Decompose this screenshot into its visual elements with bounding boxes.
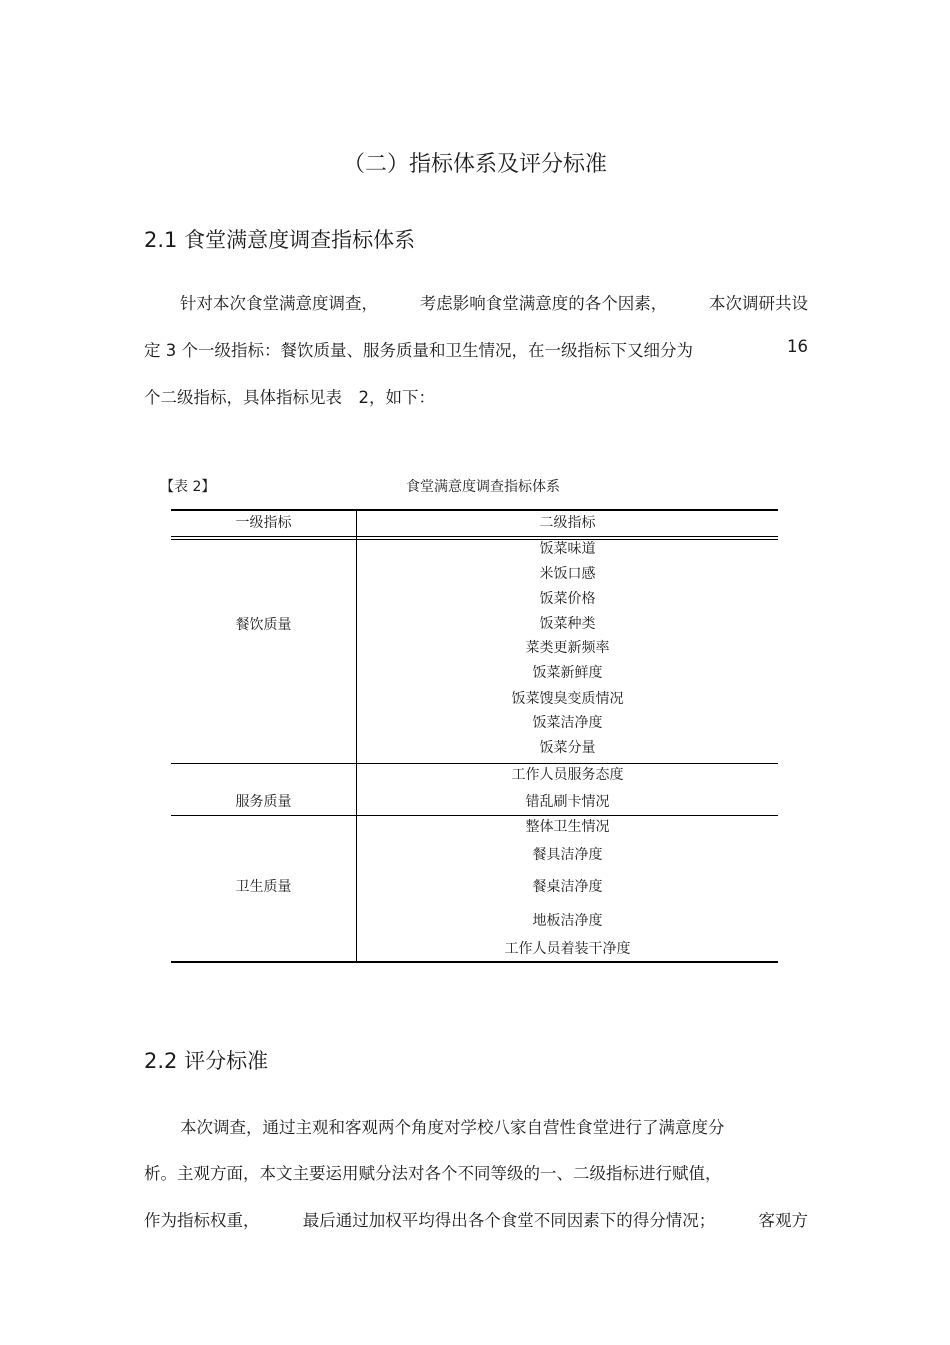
level2-item: 错乱刷卡情况 (525, 794, 610, 810)
heading-2-1: 2.1 食堂满意度调查指标体系 (144, 228, 416, 252)
header-level1: 一级指标 (235, 515, 292, 531)
para1-line1-part1: 针对本次食堂满意度调查， (180, 294, 378, 313)
table-bottom-rule (171, 961, 778, 963)
heading-2-2: 2.2 评分标准 (144, 1049, 269, 1073)
para2-line1: 本次调查，通过主观和客观两个角度对学校八家自营性食堂进行了满意度分 (180, 1118, 725, 1137)
level2-item: 饭菜新鲜度 (532, 665, 603, 681)
section-title: （二）指标体系及评分标准 (342, 152, 607, 177)
group-name-hygiene: 卫生质量 (235, 879, 292, 895)
level2-item: 饭菜馊臭变质情况 (511, 691, 624, 707)
level2-item: 餐具洁净度 (532, 847, 603, 863)
para1-line2-part1: 定 3 个一级指标：餐饮质量、服务质量和卫生情况，在一级指标下又细分为 (144, 341, 693, 360)
table-title: 食堂满意度调查指标体系 (406, 479, 560, 495)
table-header-rule-1 (171, 536, 778, 537)
para1-line1-part2: 考虑影响食堂满意度的各个因素， (419, 294, 668, 313)
level2-item: 饭菜分量 (539, 740, 596, 756)
header-level2: 二级指标 (539, 515, 596, 531)
table-label: 【表 2】 (160, 479, 216, 495)
level2-item: 整体卫生情况 (525, 819, 610, 835)
level2-item: 工作人员服务态度 (511, 767, 624, 783)
para1-line2-part2: 16 (787, 337, 808, 356)
para1-line3: 个二级指标，具体指标见表 2，如下： (144, 388, 435, 407)
para1-line1-part3: 本次调研共设 (709, 294, 808, 313)
para2-line2: 析。主观方面，本文主要运用赋分法对各个不同等级的一、二级指标进行赋值， (144, 1164, 722, 1183)
table-group-divider-2 (171, 815, 778, 816)
table-group-divider-1 (171, 763, 778, 764)
level2-item: 饭菜味道 (539, 541, 596, 557)
group-name-service: 服务质量 (235, 794, 292, 810)
level2-item: 饭菜种类 (539, 616, 596, 632)
level2-item: 餐桌洁净度 (532, 879, 603, 895)
group-name-catering: 餐饮质量 (235, 617, 292, 633)
level2-item: 地板洁净度 (532, 913, 603, 929)
indicator-table (171, 509, 778, 963)
level2-item: 米饭口感 (539, 566, 596, 582)
para2-line3-part3: 客观方 (758, 1211, 808, 1230)
level2-item: 菜类更新频率 (525, 640, 610, 656)
para2-line3-part2: 最后通过加权平均得出各个食堂不同因素下的得分情况； (302, 1211, 716, 1230)
level2-item: 饭菜价格 (539, 591, 596, 607)
level2-item: 饭菜洁净度 (532, 715, 603, 731)
paragraph-scoring (144, 1114, 808, 1234)
level2-item: 工作人员着装干净度 (504, 941, 631, 957)
paragraph-indicator-intro (144, 290, 808, 410)
para2-line3-part1: 作为指标权重， (144, 1211, 260, 1230)
